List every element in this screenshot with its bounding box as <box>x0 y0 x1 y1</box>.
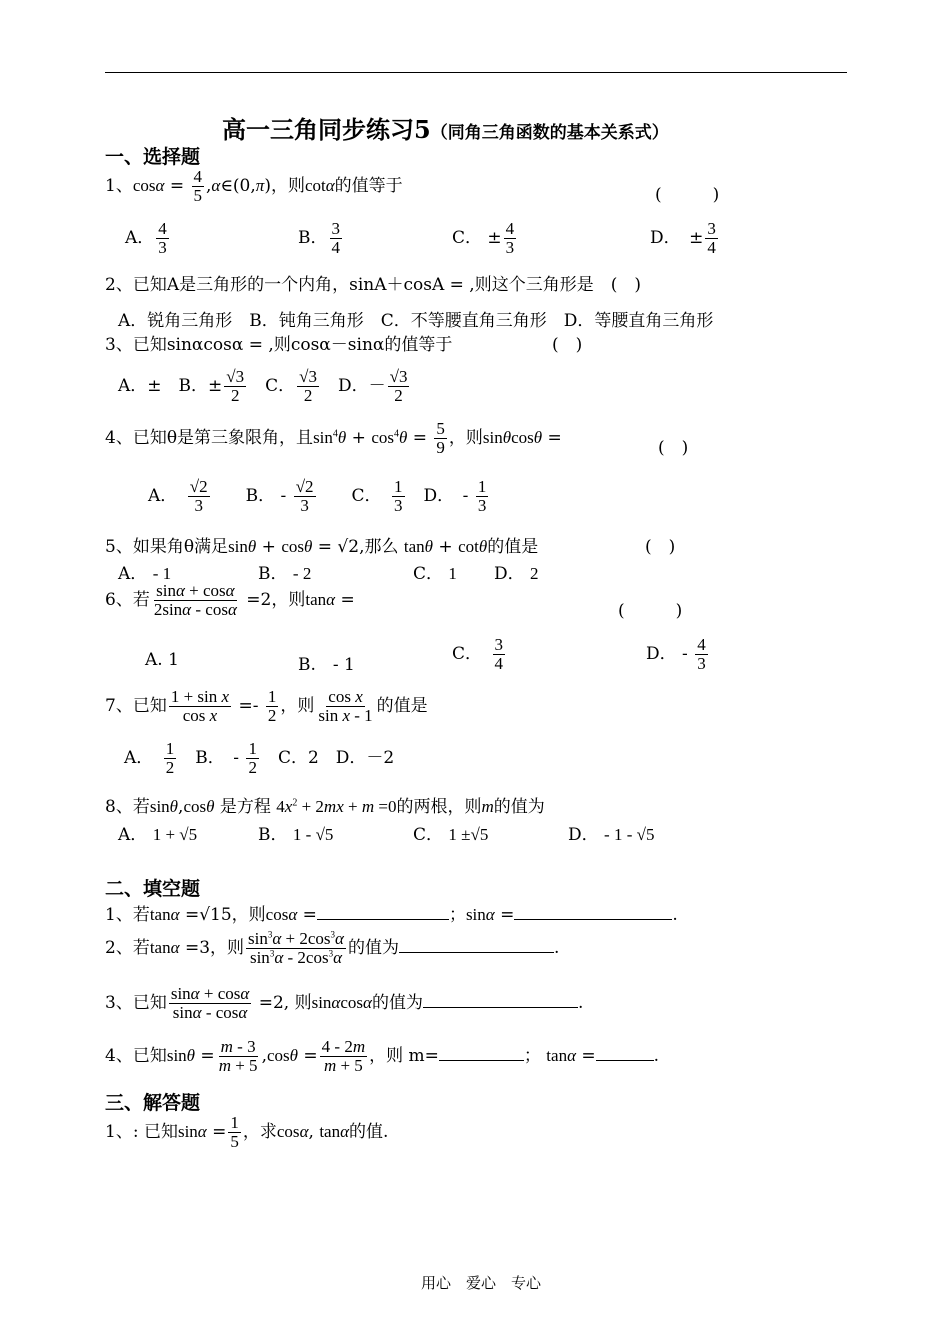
fill-1-blank-cos[interactable] <box>317 905 449 920</box>
section-choice: 一、选择题 <box>105 146 201 168</box>
question-3-paren: ( ) <box>552 335 583 355</box>
question-4: 4、已知θ是第三象限角，且$\sin^4\theta + \cos^4\theta$ = $\frac{5}{9}$ ，则sinθcosθ = <box>105 419 579 457</box>
q5-option-d[interactable]: D． 2 <box>494 564 539 584</box>
q6-option-b[interactable]: B. - 1 <box>298 655 355 675</box>
q1-option-a[interactable]: A． $\frac{4}{3}$ <box>125 219 167 257</box>
fill-2-blank[interactable] <box>399 938 554 953</box>
q6-option-c[interactable]: C． $\frac{3}{4}$ <box>452 635 504 673</box>
fill-1-blank-sin[interactable] <box>514 905 672 920</box>
q5-option-b[interactable]: B． - 2 <box>258 564 312 584</box>
question-3: 3、已知sinαcosα = ,则cosα－sinα的值等于 <box>105 335 453 355</box>
q3-options[interactable]: A．± B．± $\frac{√3}{2}$ C． $\frac{√3}{2}$ D．－ $\frac{√3}{2}$ <box>118 367 408 405</box>
q1-option-b[interactable]: B． $\frac{3}{4}$ <box>298 219 340 257</box>
question-5-paren: ( ) <box>645 537 676 557</box>
question-6: 6、若 $\frac{\sin\alpha + \cos\alpha}{2\sin\alpha - \cos\alpha}$ =2，则tanα = <box>105 581 355 619</box>
fill-4-blank-m[interactable] <box>439 1046 524 1061</box>
q5-option-a[interactable]: A． - 1 <box>118 564 172 584</box>
fill-2: 2、若tanα =3，则 $\frac{\sin^3\alpha + 2\cos^3\alpha}{\sin^3\alpha - 2\cos^3\alpha}$ 的值为 . <box>105 929 560 967</box>
fill-4: 4、已知sinθ = $\frac{m - 3}{m + 5}$ ,cosθ = $\frac{4 - 2m}{m + 5}$ ，则 m= ； tanα = . <box>105 1037 660 1075</box>
page-subtitle: （同角三角函数的基本关系式） <box>430 123 669 143</box>
page-footer: 用心 爱心 专心 <box>421 1274 542 1292</box>
question-2: 2、已知A是三角形的一个内角，sinA＋cosA = ,则这个三角形是 ( ) <box>105 275 641 295</box>
fill-4-blank-tan[interactable] <box>596 1046 654 1061</box>
page-title: 高一三角同步练习5（同角三角函数的基本关系式） <box>222 115 669 144</box>
answer-1: 1、: 已知sinα = $\frac{1}{5}$ ，求cosα, tanα的值. <box>105 1113 389 1151</box>
section-answer: 三、解答题 <box>105 1092 201 1114</box>
section-fill: 二、填空题 <box>105 878 201 900</box>
question-1-paren: ( ) <box>655 185 720 205</box>
q6-option-d[interactable]: D． - $\frac{4}{3}$ <box>646 635 706 673</box>
q8-option-d[interactable]: D． - 1 - √5 <box>568 825 655 845</box>
fill-1: 1、若tanα =√15，则cosα = ；sinα = . <box>105 905 678 925</box>
q8-option-b[interactable]: B． 1 - √5 <box>258 825 334 845</box>
q8-option-c[interactable]: C． 1 ±√5 <box>413 825 489 845</box>
header-rule <box>105 72 847 73</box>
fill-3-blank[interactable] <box>423 993 578 1008</box>
q8-option-a[interactable]: A． 1 + √5 <box>118 825 198 845</box>
q5-option-c[interactable]: C． 1 <box>413 564 457 584</box>
question-6-paren: ( ) <box>618 601 683 621</box>
question-8: 8、若sinθ,cosθ 是方程 $4x^2 + 2mx + m =0$的两根，则m的值为 <box>105 797 545 817</box>
question-7: 7、已知 $\frac{\text{1 + sin x}}{\text{cos x}}$ =- $\frac{1}{2}$ ，则 $\frac{\text{cos x}}{\text{sin x - 1}}$ 的值是 <box>105 687 428 725</box>
q1-option-d[interactable]: D． ± $\frac{3}{4}$ <box>650 219 716 257</box>
q1-option-c[interactable]: C． ± $\frac{4}{3}$ <box>452 219 515 257</box>
fill-3: 3、已知 $\frac{\sin\alpha + \cos\alpha}{\sin\alpha - \cos\alpha}$ =2, 则sinαcosα的值为 . <box>105 984 584 1022</box>
q7-options[interactable]: A． $\frac{1}{2}$ B． - $\frac{1}{2}$ C．2 D．－2 <box>124 739 395 777</box>
question-2-options[interactable]: A．锐角三角形 B．钝角三角形 C．不等腰直角三角形 D．等腰直角三角形 <box>118 311 714 331</box>
question-1: 1、cosα = $\frac{4}{5}$ ,α∈(0,π)，则cotα的值等于 <box>105 167 403 205</box>
q6-option-a[interactable]: A. 1 <box>145 650 179 670</box>
question-4-paren: ( ) <box>658 438 689 458</box>
q4-options[interactable]: A． $\frac{√2}{3}$ B． - $\frac{√2}{3}$ C． $\frac{1}{3}$ D． - $\frac{1}{3}$ <box>148 477 487 515</box>
question-5: 5、如果角θ满足sinθ + cosθ = √2,那么 tanθ + cotθ的值是 <box>105 537 539 557</box>
